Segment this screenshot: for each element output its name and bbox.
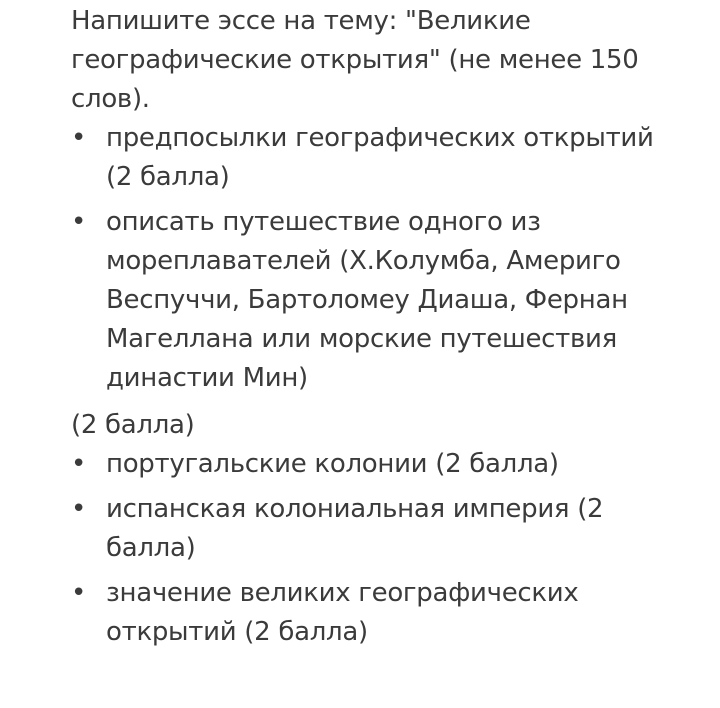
list-item-text: описать путешествие одного из мореплавателей (Х.Колумба, Америго Веспуччи, Бартоломеу Диаша, Фернан Магеллана или морские путешествия династии Мин) xyxy=(106,207,628,393)
list-item xyxy=(71,574,671,652)
task-intro: Напишите эссе на тему: "Великие географические открытия" (не менее 150 слов). xyxy=(71,6,639,114)
bullet-icon: • xyxy=(71,207,87,237)
requirements-list-1 xyxy=(71,119,671,398)
list-item xyxy=(71,119,671,197)
list-item-text: значение великих географических открытий (2 балла) xyxy=(106,578,579,647)
bullet-icon: • xyxy=(71,494,87,524)
list-item xyxy=(71,445,671,484)
requirements-list-2 xyxy=(71,445,671,652)
score-note: (2 балла) xyxy=(71,410,195,440)
essay-task xyxy=(71,0,671,658)
list-item-text: предпосылки географических открытий (2 балла) xyxy=(106,123,654,192)
bullet-icon: • xyxy=(71,123,87,153)
list-item-text: испанская колониальная империя (2 балла) xyxy=(106,494,604,563)
list-item xyxy=(71,203,671,398)
bullet-icon: • xyxy=(71,449,87,479)
bullet-icon: • xyxy=(71,578,87,608)
list-item xyxy=(71,490,671,568)
list-item-text: португальские колонии (2 балла) xyxy=(106,449,559,479)
